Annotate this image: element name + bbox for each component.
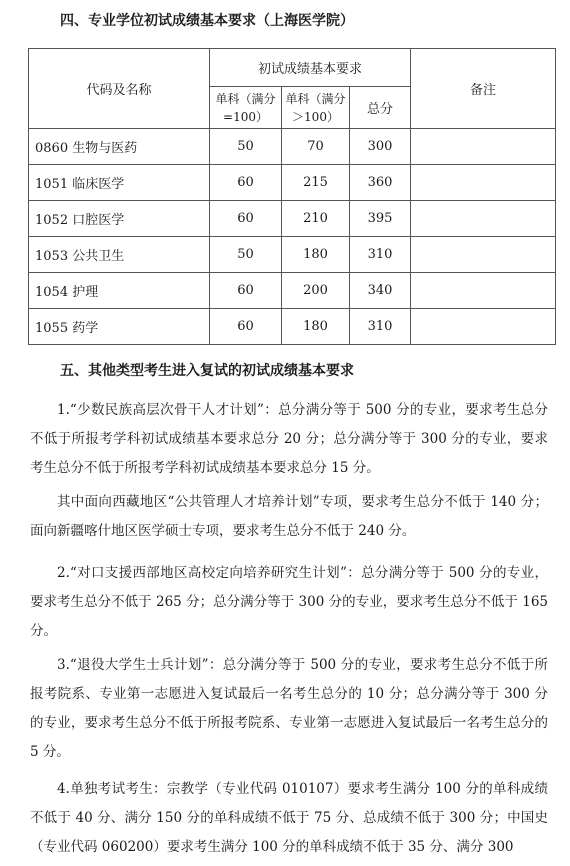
header-single-100: 单科（满分=100） — [210, 87, 282, 129]
cell-name: 1051 临床医学 — [29, 165, 210, 201]
cell-single-100: 60 — [210, 309, 282, 345]
table-row — [29, 309, 556, 345]
cell-name: 0860 生物与医药 — [29, 129, 210, 165]
table-row — [29, 273, 556, 309]
cell-note — [411, 309, 556, 345]
cell-name: 1055 药学 — [29, 309, 210, 345]
table-row — [29, 201, 556, 237]
cell-name: 1053 公共卫生 — [29, 237, 210, 273]
header-note: 备注 — [411, 49, 556, 129]
cell-single-100: 50 — [210, 237, 282, 273]
cell-single-100: 50 — [210, 129, 282, 165]
table-row — [29, 165, 556, 201]
cell-total: 395 — [350, 201, 411, 237]
paragraph-veteran-plan: 3.“退役大学生士兵计划”：总分满分等于 500 分的专业，要求考生总分不低于所报考院系、专业第一志愿进入复试最后一名考生总分的 10 分；总分满分等于 300 分的专业，要求考生总分不低于所报考院系、专业第一志愿进入复试最后一名考生总分的 5 分。 — [30, 657, 548, 760]
cell-name: 1052 口腔医学 — [29, 201, 210, 237]
cell-total: 310 — [350, 237, 411, 273]
cell-single-gt100: 200 — [282, 273, 350, 309]
section-4-heading: 四、专业学位初试成绩基本要求（上海医学院） — [60, 13, 354, 29]
table-row — [29, 129, 556, 165]
cell-total: 310 — [350, 309, 411, 345]
requirements-table — [28, 48, 556, 345]
cell-single-gt100: 70 — [282, 129, 350, 165]
cell-note — [411, 201, 556, 237]
cell-total: 360 — [350, 165, 411, 201]
header-total: 总分 — [350, 87, 411, 129]
table-row — [29, 237, 556, 273]
cell-single-gt100: 180 — [282, 309, 350, 345]
cell-single-100: 60 — [210, 201, 282, 237]
paragraph-western-support: 2.“对口支援西部地区高校定向培养研究生计划”：总分满分等于 500 分的专业，要求考生总分不低于 265 分；总分满分等于 300 分的专业，要求考生总分不低于 165 分。 — [30, 565, 548, 639]
cell-note — [411, 129, 556, 165]
cell-total: 340 — [350, 273, 411, 309]
cell-note — [411, 237, 556, 273]
cell-single-100: 60 — [210, 273, 282, 309]
section-5-heading: 五、其他类型考生进入复试的初试成绩基本要求 — [60, 363, 354, 379]
paragraph-minority-plan: 1.“少数民族高层次骨干人才计划”：总分满分等于 500 分的专业，要求考生总分不低于所报考学科初试成绩基本要求总分 20 分；总分满分等于 300 分的专业，要求考生总分不低于所报考学科初试成绩基本要求总分 15 分。 — [30, 402, 548, 476]
cell-single-gt100: 215 — [282, 165, 350, 201]
cell-name: 1054 护理 — [29, 273, 210, 309]
header-score-group: 初试成绩基本要求 — [210, 49, 411, 87]
header-code-name: 代码及名称 — [29, 49, 210, 129]
header-single-gt100: 单科（满分＞100） — [282, 87, 350, 129]
cell-single-100: 60 — [210, 165, 282, 201]
cell-note — [411, 165, 556, 201]
cell-note — [411, 273, 556, 309]
cell-single-gt100: 210 — [282, 201, 350, 237]
cell-single-gt100: 180 — [282, 237, 350, 273]
cell-total: 300 — [350, 129, 411, 165]
paragraph-tibet-xinjiang: 其中面向西藏地区“公共管理人才培养计划”专项，要求考生总分不低于 140 分；面向新疆喀什地区医学硕士专项，要求考生总分不低于 240 分。 — [30, 494, 548, 539]
paragraph-independent-exam: 4.单独考试考生：宗教学（专业代码 010107）要求考生满分 100 分的单科成绩不低于 40 分、满分 150 分的单科成绩不低于 75 分、总成绩不低于 300 分；中国史（专业代码 060200）要求考生满分 100 分的单科成绩不低于 35 分、满分 300 — [30, 781, 548, 855]
